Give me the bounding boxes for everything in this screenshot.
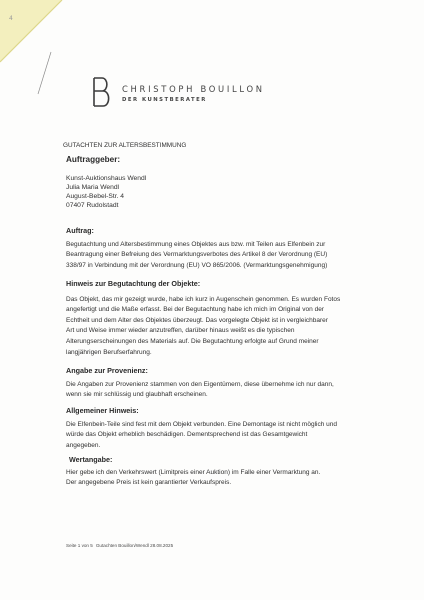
address-line: August-Bebel-Str. 4 — [66, 192, 124, 200]
corner-tape — [0, 0, 64, 64]
text-line: Echtheit und dem Alter des Objektes überzeugt. Das vorgelegte Objekt ist in vergleichbarer — [66, 316, 328, 324]
provenance-text — [66, 380, 334, 401]
valuation-heading: Wertangabe: — [69, 455, 113, 464]
order-heading: Auftrag: — [66, 226, 94, 235]
general-note-heading: Allgemeiner Hinweis: — [66, 406, 139, 415]
text-line: Die Elfenbein-Teile sind fest mit dem Objekt verbunden. Eine Demontage ist nicht möglich und — [66, 420, 337, 428]
order-text — [66, 240, 327, 272]
address-line: Julia Maria Wendl — [66, 183, 120, 191]
client-address — [66, 174, 146, 210]
text-line: Begutachtung und Altersbestimmung eines Objektes aus bzw. mit Teilen aus Elfenbein zur — [66, 240, 326, 248]
document-reference: Gutachten Bouillon/Wendl 28.08.2025 — [95, 543, 174, 548]
text-line: Art und Weise immer wieder anzutreffen, darüber hinaus weißt es die typischen — [66, 327, 295, 335]
assessment-text — [66, 295, 340, 359]
brand-logo — [91, 77, 113, 107]
text-line: wenn sie mir schlüssig und glaubhaft erscheinen. — [66, 391, 208, 399]
assessment-heading: Hinweis zur Begutachtung der Objekte: — [66, 279, 201, 288]
text-line: Das Objekt, das mir gezeigt wurde, habe ich kurz in Augenschein genommen. Es wurden Fotos — [66, 295, 341, 303]
text-line: Alterungserscheinungen des Materials auf. Die Begutachtung erfolgte auf Grund meiner — [66, 338, 319, 346]
page-number: Seite 1 von 5 — [66, 543, 93, 548]
page-footer — [66, 542, 173, 549]
corner-mark: 4 — [9, 15, 13, 22]
text-line: langjährigen Berufserfahrung. — [66, 348, 152, 356]
text-line: angefertigt und die Maße erfasst. Bei der Begutachtung habe ich mich im Original von der — [66, 306, 324, 314]
text-line: Der angegebene Preis ist kein garantierter Verkaufspreis. — [66, 479, 232, 487]
brand-name: CHRISTOPH BOUILLON — [122, 84, 265, 94]
document-title: GUTACHTEN ZUR ALTERSBESTIMMUNG — [63, 142, 187, 149]
text-line: würde das Objekt erheblich beschädigen. Dementsprechend ist das Gesamtgewicht — [66, 431, 308, 439]
text-line: angegeben. — [66, 441, 101, 449]
valuation-text — [66, 468, 320, 489]
text-line: 338/97 in Verbindung mit der Verordnung (EU) VO 865/2006. (Vermarktungsgenehmigung) — [66, 261, 328, 269]
text-line: Die Angaben zur Provenienz stammen von den Eigentümern, diese übernehme ich nur dann, — [66, 380, 334, 388]
address-line: Kunst-Auktionshaus Wendl — [66, 174, 147, 182]
general-note-text — [66, 420, 337, 452]
brand-tagline: DER KUNSTBERATER — [122, 97, 207, 103]
address-line: 07407 Rudolstadt — [66, 201, 119, 209]
client-heading: Auftraggeber: — [66, 155, 121, 164]
pencil-mark — [36, 50, 54, 96]
text-line: Hier gebe ich den Verkehrswert (Limitpreis einer Auktion) im Falle einer Vermarktung an. — [66, 468, 321, 476]
text-line: Beantragung einer Befreiung des Vermarktungsverbotes des Artikel 8 der Verordnung (EU) — [66, 251, 328, 259]
provenance-heading: Angabe zur Provenienz: — [66, 366, 148, 375]
